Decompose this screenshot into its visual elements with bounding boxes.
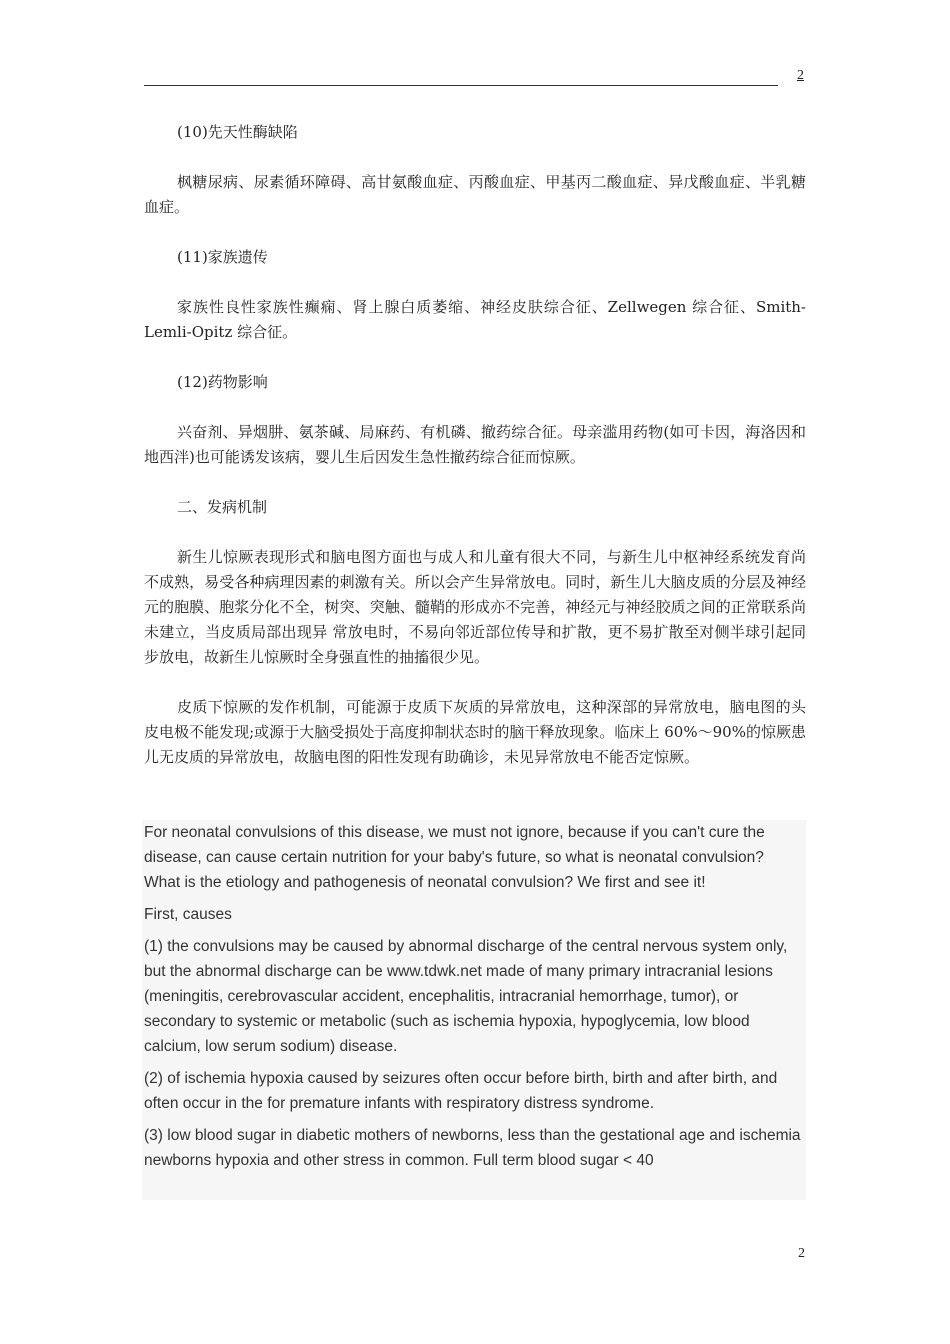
paragraph-congenital-enzyme-defects: 枫糖尿病、尿素循环障碍、高甘氨酸血症、丙酸血症、甲基丙二酸血症、异戊酸血症、半乳糖血症。 [144,173,806,216]
footer-page-number: 2 [798,1246,805,1261]
english-causes-title: First, causes [144,906,232,923]
paragraph-pathogenesis-2: 皮质下惊厥的发作机制，可能源于皮质下灰质的异常放电，这种深部的异常放电，脑电图的头皮电极不能发现;或源于大脑受损处于高度抑制状态时的脑干释放现象。临床上 60%～90%的惊厥患儿无皮质的异常放电，故脑电图的阳性发现有助确诊，未见异常放电不能否定惊厥。 [144,698,806,766]
english-cause-3: (3) low blood sugar in diabetic mothers of newborns, less than the gestational age and ischemia newborns hypoxia and other stress in common. Full term blood sugar < 40 [144,1127,801,1169]
heading-drug-effects: (12)药物影响 [177,373,268,391]
english-translation-block [142,820,806,1200]
english-intro: For neonatal convulsions of this disease, we must not ignore, because if you can't cure the disease, can cause certain nutrition for your baby's future, so what is neonatal convulsion? What is the etiology and pathogenesis of neonatal convulsion? We first and see it! [144,824,765,891]
section-title-pathogenesis: 二、发病机制 [177,498,268,516]
heading-family-heredity: (11)家族遗传 [177,248,268,266]
paragraph-pathogenesis-1: 新生儿惊厥表现形式和脑电图方面也与成人和儿童有很大不同，与新生儿中枢神经系统发育尚不成熟，易受各种病理因素的刺激有关。所以会产生异常放电。同时，新生儿大脑皮质的分层及神经元的胞膜、胞浆分化不全，树突、突触、髓鞘的形成亦不完善，神经元与神经胶质之间的正常联系尚未建立，当皮质局部出现异 常放电时，不易向邻近部位传导和扩散，更不易扩散至对侧半球引起同步放电，故新生儿惊厥时全身强直性的抽搐很少见。 [144,548,806,666]
paragraph-family-heredity: 家族性良性家族性癫痫、肾上腺白质萎缩、神经皮肤综合征、Zellwegen 综合征、Smith-Lemli-Opitz 综合征。 [144,298,806,341]
header-page-number: 2 [797,68,804,83]
chinese-content [144,120,806,795]
english-cause-1: (1) the convulsions may be caused by abnormal discharge of the central nervous system only, but the abnormal discharge can be www.tdwk.net made of many primary intracranial lesions (meningitis, cerebrovascular accident, encephalitis, intracranial hemorrhage, tumor), or secondary to systemic or metabolic (such as ischemia hypoxia, hypoglycemia, low blood calcium, low serum sodium) disease. [144,938,788,1055]
english-cause-2: (2) of ischemia hypoxia caused by seizures often occur before birth, birth and after birth, and often occur in the for premature infants with respiratory distress syndrome. [144,1070,778,1112]
paragraph-drug-effects: 兴奋剂、异烟肼、氨茶碱、局麻药、有机磷、撤药综合征。母亲滥用药物(如可卡因，海洛因和地西泮)也可能诱发该病，婴儿生后因发生急性撤药综合征而惊厥。 [144,423,806,466]
header-rule [144,85,778,86]
heading-congenital-enzyme-defects: (10)先天性酶缺陷 [177,123,298,141]
